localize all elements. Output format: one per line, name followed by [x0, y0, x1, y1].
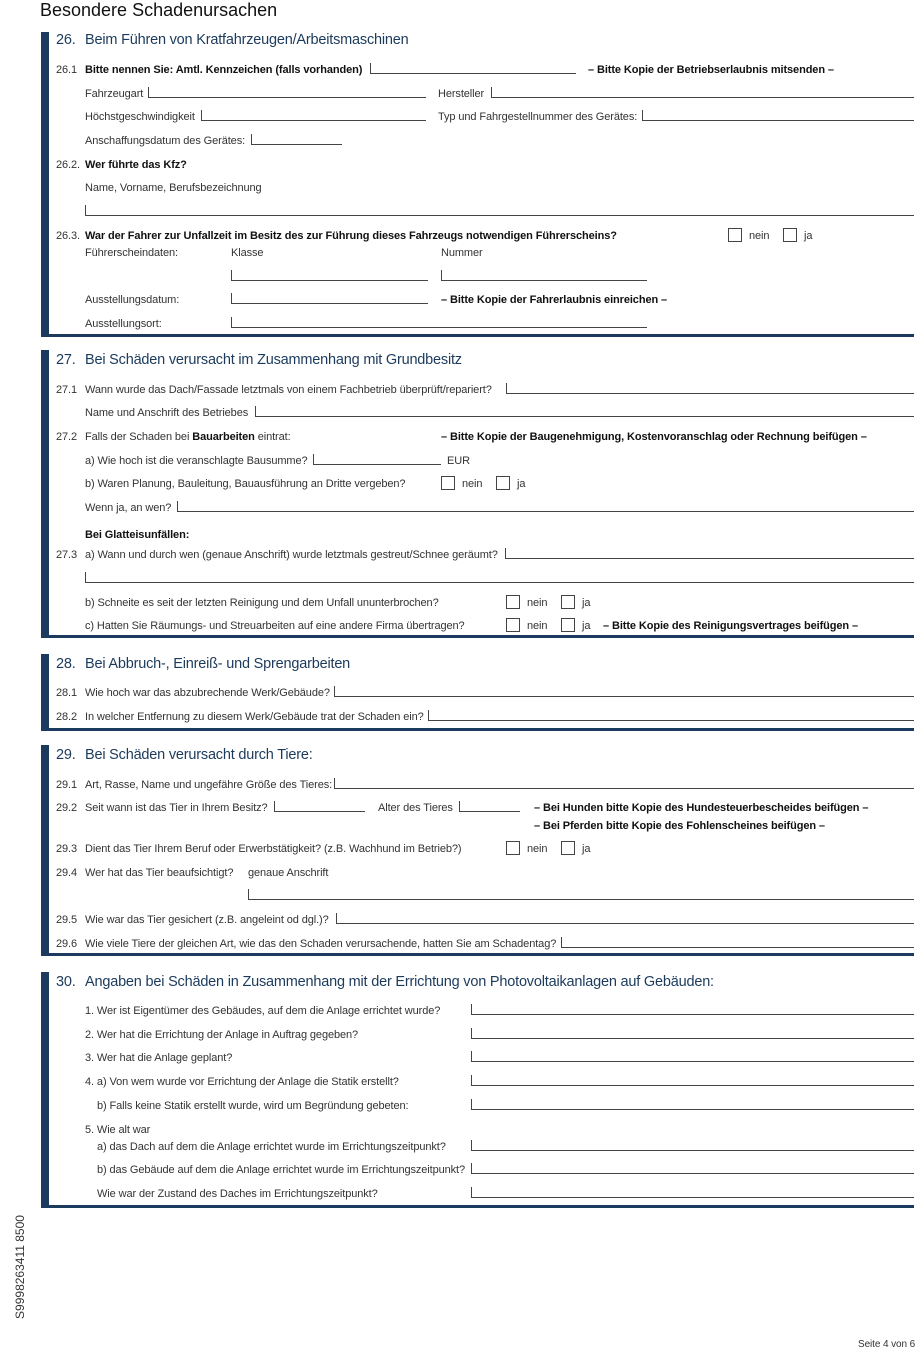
hoechstgeschwindigkeit-label: Höchstgeschwindigkeit [85, 111, 195, 123]
section-27-number: 27. [56, 352, 76, 368]
dach-pruefung-field[interactable] [506, 383, 914, 394]
q27-3c-label: c) Hatten Sie Räumungs- und Streuarbeiten auf eine andere Firma übertragen? [85, 620, 465, 632]
q26-1-label: Bitte nennen Sie: Amtl. Kennzeichen (falls vorhanden) [85, 64, 363, 76]
ja-label: ja [582, 843, 591, 855]
alter-label: Alter des Tieres [378, 802, 453, 814]
ausstellungsort-label: Ausstellungsort: [85, 318, 162, 330]
q30-4b-label: b) Falls keine Statik erstellt wurde, wird um Begründung gebeten: [97, 1100, 409, 1112]
section-29-rule [49, 953, 914, 956]
section-27-bar [41, 350, 49, 638]
q27-2-number: 27.2 [56, 431, 78, 443]
section-29-number: 29. [56, 747, 76, 763]
section-26-rule [49, 334, 914, 337]
page-title: Besondere Schadenursachen [40, 0, 278, 20]
q27-2-post: eintrat: [254, 431, 291, 443]
alter-field[interactable] [459, 801, 520, 812]
q26-3-number: 26.3. [56, 230, 80, 242]
dach-alter-field[interactable] [471, 1140, 914, 1151]
werk-hoehe-field[interactable] [334, 686, 914, 697]
gesichert-field[interactable] [336, 913, 914, 924]
ja-label: ja [582, 597, 591, 609]
section-29-title: Bei Schäden verursacht durch Tiere: [85, 747, 313, 763]
q26-2-label: Wer führte das Kfz? [85, 159, 187, 171]
q27-3a-label: a) Wann und durch wen (genaue Anschrift) wurde letztmals gestreut/Schnee geräumt? [85, 549, 498, 561]
gestreut-field-2[interactable] [85, 572, 914, 583]
section-27-rule [49, 635, 914, 638]
q29-1-number: 29.1 [56, 779, 78, 791]
nummer-label: Nummer [441, 247, 483, 259]
q26-1-number: 26.1 [56, 64, 78, 76]
q28-1-number: 28.1 [56, 687, 78, 699]
q29-3-label: Dient das Tier Ihrem Beruf oder Erwerbstätigkeit? (z.B. Wachhund im Betrieb?) [85, 843, 462, 855]
begruendung-field[interactable] [471, 1099, 914, 1110]
dach-zustand-field[interactable] [471, 1187, 914, 1198]
section-26-title: Beim Führen von Kratfahrzeugen/Arbeitsmaschinen [85, 32, 409, 48]
ausstellungsort-field[interactable] [231, 317, 647, 328]
hoechstgeschwindigkeit-field[interactable] [201, 110, 426, 121]
q29-6-label: Wie viele Tiere der gleichen Art, wie das den Schaden verursachende, hatten Sie am Schadentag? [85, 938, 557, 950]
q29-5-number: 29.5 [56, 914, 78, 926]
q26-1-note: – Bitte Kopie der Betriebserlaubnis mitsenden – [588, 64, 834, 76]
dritte-label: b) Waren Planung, Bauleitung, Bauausführung an Dritte vergeben? [85, 478, 406, 490]
q26-2-number: 26.2. [56, 159, 80, 171]
nein-label: nein [527, 843, 548, 855]
betrieb-field[interactable] [255, 406, 914, 417]
typ-field[interactable] [642, 110, 914, 121]
nein-label: nein [749, 230, 770, 242]
anschaffungsdatum-label: Anschaffungsdatum des Gerätes: [85, 135, 246, 147]
q27-3b-label: b) Schneite es seit der letzten Reinigung und dem Unfall ununterbrochen? [85, 597, 439, 609]
section-30-number: 30. [56, 974, 76, 990]
q28-2-number: 28.2 [56, 711, 78, 723]
nein-label: nein [462, 478, 483, 490]
nein-label: nein [527, 597, 548, 609]
schneite-ja-checkbox[interactable] [561, 595, 575, 609]
ausstellungsdatum-field[interactable] [231, 293, 428, 304]
glatteis-heading: Bei Glatteisunfällen: [85, 529, 190, 541]
q28-2-label: In welcher Entfernung zu diesem Werk/Gebäude trat der Schaden ein? [85, 711, 424, 723]
hersteller-label: Hersteller [438, 88, 485, 100]
section-29-bar [41, 745, 49, 956]
anschaffungsdatum-field[interactable] [251, 134, 342, 145]
q29-4-number: 29.4 [56, 867, 78, 879]
typ-label: Typ und Fahrgestellnummer des Gerätes: [438, 111, 638, 123]
schneite-nein-checkbox[interactable] [506, 595, 520, 609]
q26-3-label: War der Fahrer zur Unfallzeit im Besitz des zur Führung dieses Fahrzeugs notwendigen Führerscheins? [85, 230, 617, 242]
q27-3-number: 27.3 [56, 549, 78, 561]
auftrag-field[interactable] [471, 1028, 914, 1039]
bausumme-field[interactable] [313, 454, 441, 465]
aufsicht-field[interactable] [248, 889, 914, 900]
tier-art-field[interactable] [334, 778, 914, 789]
dritte-ja-checkbox[interactable] [496, 476, 510, 490]
fahrer-name-label: Name, Vorname, Berufsbezeichnung [85, 182, 262, 194]
fuehrerschein-ja-checkbox[interactable] [783, 228, 797, 242]
anschrift-label: genaue Anschrift [248, 867, 329, 879]
q29-4-label: Wer hat das Tier beaufsichtigt? [85, 867, 234, 879]
beruf-nein-checkbox[interactable] [506, 841, 520, 855]
fahrzeugart-field[interactable] [148, 87, 426, 98]
q27-1-label: Wann wurde das Dach/Fassade letztmals von einem Fachbetrieb überprüft/repariert? [85, 384, 492, 396]
hunde-note: – Bei Hunden bitte Kopie des Hundesteuerbescheides beifügen – [534, 802, 869, 814]
section-30-rule [49, 1205, 914, 1208]
q27-1-number: 27.1 [56, 384, 78, 396]
anzahl-tiere-field[interactable] [561, 937, 914, 948]
q29-2-number: 29.2 [56, 802, 78, 814]
eigentuemer-field[interactable] [471, 1004, 914, 1015]
q29-3-number: 29.3 [56, 843, 78, 855]
q29-5-label: Wie war das Tier gesichert (z.B. angeleint od dgl.)? [85, 914, 329, 926]
section-30-title: Angaben bei Schäden in Zusammenhang mit der Errichtung von Photovoltaikanlagen auf Gebäuden: [85, 974, 714, 990]
page-number: Seite 4 von 6 [858, 1339, 916, 1350]
gestreut-field[interactable] [505, 548, 914, 559]
q27-2-bold: Bauarbeiten [192, 431, 255, 443]
section-26-bar [41, 32, 49, 337]
section-30-bar [41, 972, 49, 1208]
q30-5-label: 5. Wie alt war [85, 1124, 151, 1136]
pferde-note: – Bei Pferden bitte Kopie des Fohlenscheines beifügen – [534, 820, 825, 832]
q30-5b-label: b) das Gebäude auf dem die Anlage errichtet wurde im Errichtungszeitpunkt? [97, 1164, 466, 1176]
ausstellungsdatum-label: Ausstellungsdatum: [85, 294, 180, 306]
eur-label: EUR [447, 455, 470, 467]
fuehrerschein-nein-checkbox[interactable] [728, 228, 742, 242]
q29-6-number: 29.6 [56, 938, 78, 950]
bausumme-label: a) Wie hoch ist die veranschlagte Bausumme? [85, 455, 308, 467]
section-28-rule [49, 728, 914, 731]
section-28-bar [41, 654, 49, 731]
gebaeude-alter-field[interactable] [471, 1163, 914, 1174]
beruf-ja-checkbox[interactable] [561, 841, 575, 855]
q30-2-label: 2. Wer hat die Errichtung der Anlage in Auftrag gegeben? [85, 1029, 359, 1041]
ja-label: ja [804, 230, 813, 242]
firma-nein-checkbox[interactable] [506, 618, 520, 632]
wenn-ja-field[interactable] [177, 501, 914, 512]
dritte-nein-checkbox[interactable] [441, 476, 455, 490]
entfernung-field[interactable] [428, 710, 914, 721]
q30-3-label: 3. Wer hat die Anlage geplant? [85, 1052, 233, 1064]
baugenehmigung-note: – Bitte Kopie der Baugenehmigung, Kostenvoranschlag oder Rechnung beifügen – [441, 431, 867, 443]
besitz-seit-field[interactable] [274, 801, 365, 812]
klasse-field[interactable] [231, 270, 428, 281]
section-27-title: Bei Schäden verursacht im Zusammenhang mit Grundbesitz [85, 352, 462, 368]
q30-5a-label: a) das Dach auf dem die Anlage errichtet wurde im Errichtungszeitpunkt? [97, 1141, 446, 1153]
fahrerlaubnis-note: – Bitte Kopie der Fahrerlaubnis einreichen – [441, 294, 668, 306]
q28-1-label: Wie hoch war das abzubrechende Werk/Gebäude? [85, 687, 330, 699]
geplant-field[interactable] [471, 1051, 914, 1062]
section-28-number: 28. [56, 656, 76, 672]
wenn-ja-label: Wenn ja, an wen? [85, 502, 172, 514]
fuehrerscheindaten-label: Führerscheindaten: [85, 247, 178, 259]
kennzeichen-field[interactable] [370, 63, 576, 74]
form-code: S9998263411 8500 [13, 1215, 27, 1319]
q29-2-label: Seit wann ist das Tier in Ihrem Besitz? [85, 802, 268, 814]
q27-2-pre: Falls der Schaden bei [85, 431, 193, 443]
fahrzeugart-label: Fahrzeugart [85, 88, 144, 100]
fahrer-name-field[interactable] [85, 205, 914, 216]
nein-label: nein [527, 620, 548, 632]
q27-2-label [85, 431, 291, 443]
ja-label: ja [517, 478, 526, 490]
nummer-field[interactable] [441, 270, 647, 281]
firma-ja-checkbox[interactable] [561, 618, 575, 632]
q30-1-label: 1. Wer ist Eigentümer des Gebäudes, auf dem die Anlage errichtet wurde? [85, 1005, 441, 1017]
betrieb-label: Name und Anschrift des Betriebes [85, 407, 249, 419]
q30-5c-label: Wie war der Zustand des Daches im Errichtungszeitpunkt? [97, 1188, 378, 1200]
ja-label: ja [582, 620, 591, 632]
statik-field[interactable] [471, 1075, 914, 1086]
klasse-label: Klasse [231, 247, 264, 259]
reinigungsvertrag-note: – Bitte Kopie des Reinigungsvertrages beifügen – [603, 620, 858, 632]
section-28-title: Bei Abbruch-, Einreiß- und Sprengarbeiten [85, 656, 351, 672]
q29-1-label: Art, Rasse, Name und ungefähre Größe des Tieres: [85, 779, 333, 791]
section-26-number: 26. [56, 32, 76, 48]
hersteller-field[interactable] [491, 87, 914, 98]
q30-4a-label: 4. a) Von wem wurde vor Errichtung der Anlage die Statik erstellt? [85, 1076, 399, 1088]
